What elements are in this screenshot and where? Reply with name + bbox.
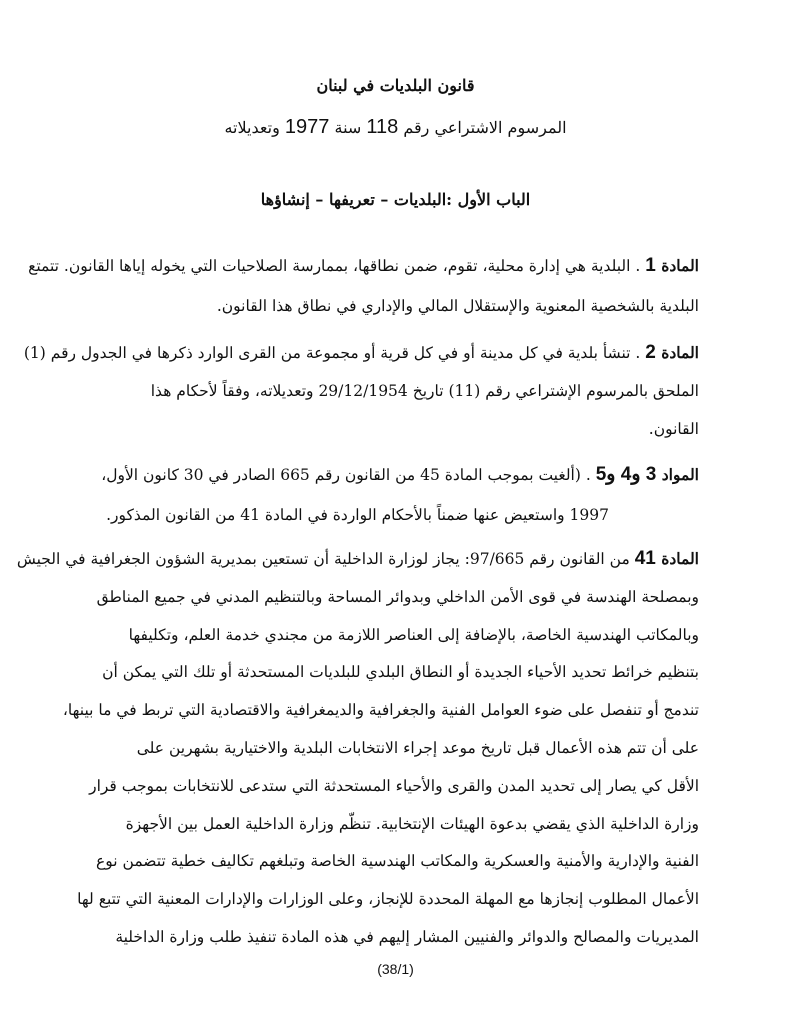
document-subtitle xyxy=(0,116,791,139)
chapter-heading: الباب الأول :البلديات – تعريفها – إنشاؤها xyxy=(260,190,531,209)
article-line: تندمج أو تنفصل على ضوء العوامل الفنية والجغرافية والديمغرافية والاقتصادية التي تربط في ما بينها، xyxy=(62,701,699,720)
page-number: (38/1) xyxy=(377,961,414,977)
subtitle-middle: سنة xyxy=(334,118,362,137)
article-41 xyxy=(16,540,699,957)
article-line: المديريات والمصالح والدوائر والفنيين المشار إليهم في هذه المادة تنفيذ طلب وزارة الداخلية xyxy=(115,927,699,946)
article-line: وزارة الداخلية الذي يقضي بدعوة الهيئات الإنتخابية. تنظّم وزارة الداخلية العمل بين الأجهزة xyxy=(125,814,699,833)
subtitle-prefix: المرسوم الاشتراعي رقم xyxy=(403,118,567,137)
article-line: البلدية بالشخصية المعنوية والإستقلال المالي والإداري في نطاق هذا القانون. xyxy=(216,297,699,315)
document-title: قانون البلديات في لبنان xyxy=(316,76,475,95)
article-line: الملحق بالمرسوم الإشتراعي رقم (11) تاريخ 29/12/1954 وتعديلاته، وفقاً لأحكام هذا xyxy=(150,382,699,400)
article-line: الفنية والإدارية والأمنية والعسكرية والمكاتب الهندسية الخاصة وتبلغهم تكاليف خطية تتضمن نوع xyxy=(96,852,699,871)
article-line: الأعمال المطلوب إنجازها مع المهلة المحددة للإنجاز، وعلى الوزارات والإدارات المعنية التي تتبع لها xyxy=(77,890,699,909)
article-line: المادة 41 من القانون رقم 97/665: يجاز لوزارة الداخلية أن تستعين بمديرية الشؤون الجغرافية في الجيش xyxy=(16,548,699,569)
article-line: وبمصلحة الهندسة في قوى الأمن الداخلي وبدوائر المساحة وبالتنظيم المدني في جميع المناطق xyxy=(96,587,699,606)
article-label: المادة 1 xyxy=(645,255,699,276)
subtitle-suffix: وتعديلاته xyxy=(224,118,280,137)
article-line: الأقل كي يصار إلى تحديد المدن والقرى والأحياء المستحدثة التي ستدعى للانتخابات بموجب قرار xyxy=(89,776,699,795)
article-line: بتنظيم خرائط تحديد الأحياء الجديدة أو النطاق البلدي للبلديات المستحدثة أو تلك التي يمكن أن xyxy=(102,663,699,682)
article-2 xyxy=(23,334,699,448)
article-line: المادة 2 . تنشأ بلدية في كل مدينة أو في كل قرية أو مجموعة من القرى الوارد ذكرها في الجدول رقم (1) xyxy=(23,342,699,363)
article-line: القانون. xyxy=(648,420,699,438)
article-line: 1997 واستعيض عنها ضمناً بالأحكام الواردة في المادة 41 من القانون المذكور. xyxy=(106,506,609,524)
article-label: المواد 3 و4 و5 xyxy=(595,464,699,485)
article-line: وبالمكاتب الهندسية الخاصة، بالإضافة إلى العناصر اللازمة من مجندي خدمة العلم، وتكليفها xyxy=(128,625,699,644)
article-label: المادة 41 xyxy=(634,548,699,569)
article-line: على أن تتم هذه الأعمال قبل تاريخ موعد إجراء الانتخابات البلدية والاختيارية بشهرين على xyxy=(136,738,699,757)
articles-3-4-5 xyxy=(92,455,699,535)
article-line: المواد 3 و4 و5 . (ألغيت بموجب المادة 45 من القانون رقم 665 الصادر في 30 كانون الأول، xyxy=(101,464,699,485)
article-line: المادة 1 . البلدية هي إدارة محلية، تقوم، ضمن نطاقها، بممارسة الصلاحيات التي يخوله إياها القانون. تتمتع xyxy=(28,255,699,276)
subtitle-decree-number: 118 xyxy=(366,116,399,138)
subtitle-year: 1977 xyxy=(284,116,330,138)
article-label: المادة 2 xyxy=(645,342,699,363)
article-1 xyxy=(28,246,699,326)
